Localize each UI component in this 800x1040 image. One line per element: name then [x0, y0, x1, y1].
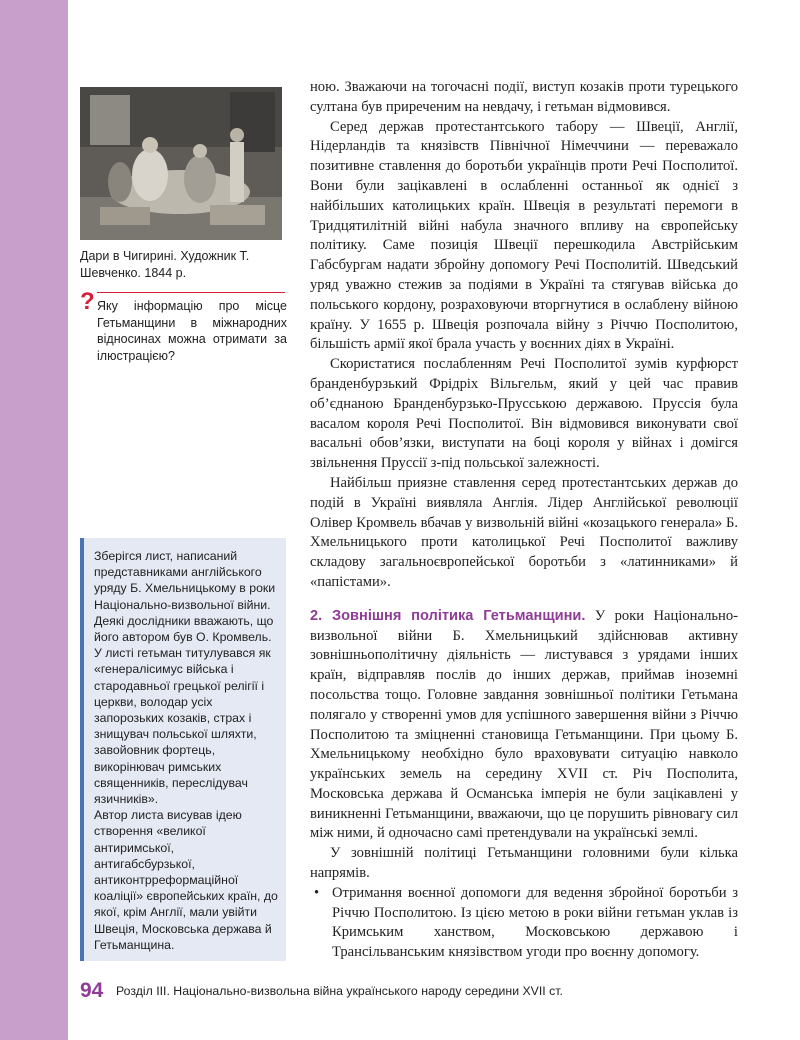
- footer-chapter-title: Розділ ІІІ. Національно-визвольна війна українського народу середини XVII ст.: [116, 984, 563, 998]
- question-text: Яку інформацію про місце Гетьманщини в міжнародних відносинах можна отримати за ілюстрацією?: [97, 299, 287, 363]
- illustration-caption: Дари в Чигирині. Художник Т. Шевченко. 1844 р.: [80, 249, 250, 280]
- paragraph: Найбільш приязне ставлення серед протестантських держав до подій в Україні виявляла Англія. Лідер Англійської революції Олівер Кромвель вбачав у визвольній війні «козацького генерала» Б. Хмельницького проти католицької Речі Посполитої важливу складову загальноєвропейської боротьби з «латинниками» й «папістами».: [310, 474, 738, 590]
- bullet-item: [310, 884, 738, 963]
- bullet-text: Отримання воєнної допомоги для ведення збройної боротьби з Річчю Посполитою. Із цією метою в роки війни гетьман уклав із Кримським ханством, Московською державою і Трансільванським князівством угоди про воєнну допомогу.: [332, 884, 738, 961]
- painting-image: [80, 87, 282, 240]
- paragraph: Серед держав протестантського табору — Швеції, Англії, Нідерландів та князівств Північної Німеччини — переважало позитивне ставлення до боротьби українців проти Речі Посполитої. Вони були зацікавлені в ослабленні останньої як однієї з найбільших католицьких країн. Швеція в результаті перемоги в Тридцятилітній війні набула значного впливу на європейську політику. Саме позиція Швеції перешкодила Австрійським Габсбургам надати збройну допомогу Речі Посполитій. Шведський уряд уважно стежив за подіями в Україні та стягував війська до польського кордону, розраховуючи вторгнутися в ослаблену війною країну. У 1655 р. Швеція розпочала війну з Річчю Посполитою, більшість армії якої брала участь у воєнних діях в Україні.: [310, 118, 738, 353]
- info-paragraph: Зберігся лист, написаний представниками англійського уряду Б. Хмельницькому в роки Національно-визвольної війни. Деякі дослідники вважають, що його автором був О. Кромвель. У листі гетьман титулувався як «генералісимус війська і стародавньої грецької релігії і церкви, володар усіх запорозьких козаків, страх і знищувач польської шляхти, завойовник фортець, викорінювач римських священників, переслідувач язичників».: [94, 549, 276, 807]
- info-box: [80, 538, 286, 961]
- painting-illustration: [80, 87, 282, 240]
- bullet-icon: •: [314, 884, 320, 901]
- section-paragraph: [310, 607, 738, 845]
- paragraph: ною. Зважаючи на тогочасні події, виступ козаків проти турецького султана був приреченим на невдачу, і гетьман відмовився.: [310, 79, 738, 115]
- paragraph: У зовнішній політиці Гетьманщини головними були кілька напрямів.: [310, 845, 738, 882]
- page-number: 94: [80, 979, 104, 1002]
- question-mark-icon: ?: [80, 288, 95, 315]
- side-color-band: [0, 0, 68, 1040]
- section-text: У роки Національно-визвольної війни Б. Хмельницький здійснював активну зовнішньополітичну діяльність — листувався з урядами інших країн, відправляв послів до інших держав, приймав іноземні посольства тощо. Головне завдання зовнішньої політики Гетьмана полягало у створенні умов для успішного завершення війни з Річчю Посполитою та зміцненні становища Гетьманщини. При цьому Б. Хмельницькому необхідно було враховувати ситуацію навколо українських земель на середину XVII ст. Річ Посполита, Московська держава й Османська імперія не були зацікавлені у виникненні Гетьманщини, вважаючи, що це порушить рівновагу сил між ними, й одночасно самі претендували на українські землі.: [310, 607, 738, 842]
- info-paragraph: Автор листа висував ідею створення «великої антиримської, антигабсбурзької, антиконтрреформаційної коаліції» європейських країн, до якої, крім Англії, мали увійти Швеція, Московська держава й Гетьманщина.: [94, 808, 278, 952]
- question-divider: [97, 292, 285, 293]
- main-text-column: [310, 78, 738, 963]
- paragraph: Скористатися послабленням Речі Посполитої зумів курфюрст бранденбурзький Фрідріх Вільгельм, який у цей час правив об’єднаною Бранденбурзько-Прусською державою. Пруссія була васалом короля Речі Посполитої. Він відмовився виконувати свої васальні обов’язки, виступати на боці короля у війнах і домігся звільнення Пруссії з-під польської залежності.: [310, 356, 738, 472]
- section-heading: 2. Зовнішня політика Гетьманщини.: [310, 607, 586, 624]
